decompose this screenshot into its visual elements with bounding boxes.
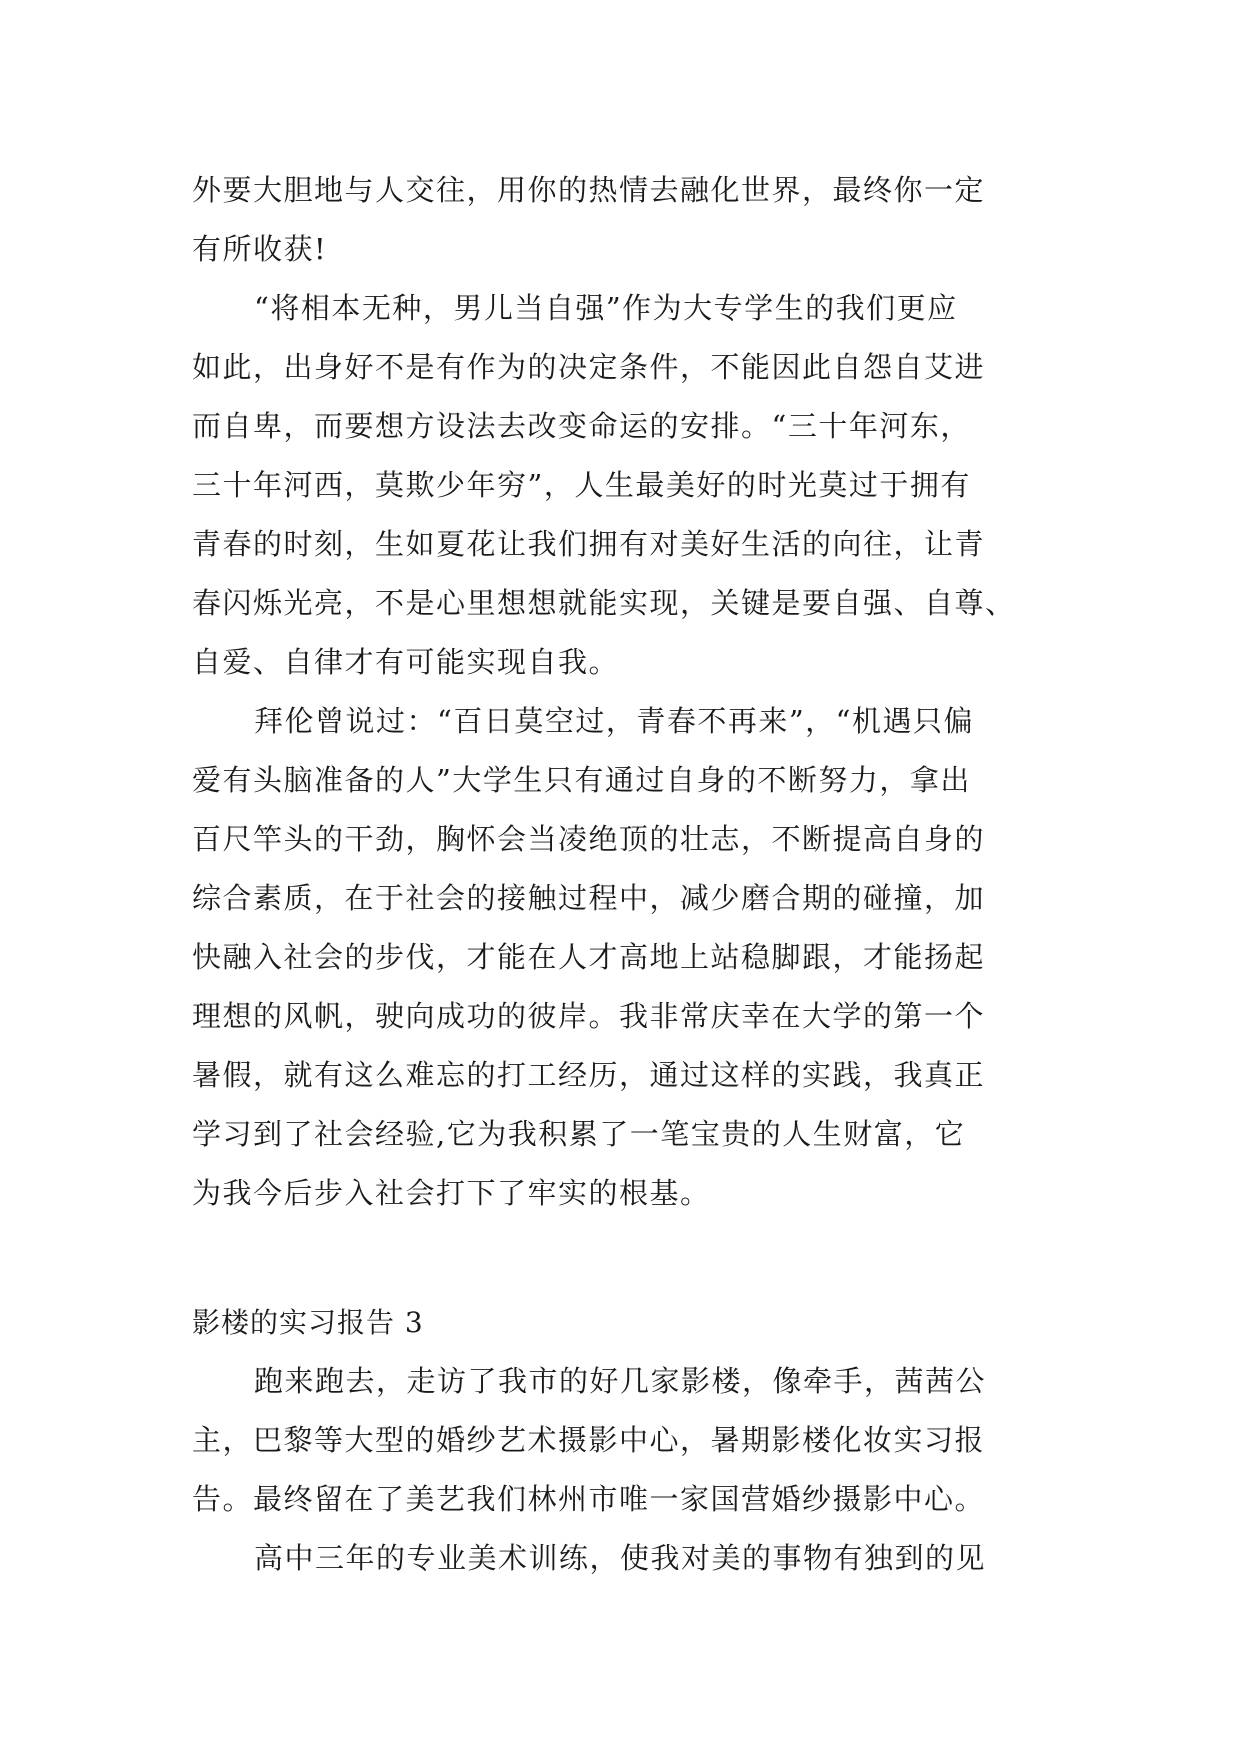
paragraph-line: 爱有头脑准备的人”大学生只有通过自身的不断努力，拿出 bbox=[192, 763, 971, 797]
paragraph-line: 为我今后步入社会打下了牢实的根基。 bbox=[192, 1176, 711, 1210]
paragraph-line: 外要大胆地与人交往，用你的热情去融化世界，最终你一定 bbox=[192, 173, 986, 207]
paragraph-line: 三十年河西，莫欺少年穷”，人生最美好的时光莫过于拥有 bbox=[192, 468, 971, 502]
paragraph-line: 学习到了社会经验,它为我积累了一笔宝贵的人生财富，它 bbox=[192, 1117, 966, 1151]
paragraph-line: 主，巴黎等大型的婚纱艺术摄影中心，暑期影楼化妆实习报 bbox=[192, 1423, 986, 1457]
paragraph-line: 高中三年的专业美术训练，使我对美的事物有独到的见 bbox=[254, 1541, 987, 1575]
section-title: 影楼的实习报告 3 bbox=[192, 1306, 424, 1339]
paragraph-line: 如此，出身好不是有作为的决定条件，不能因此自怨自艾进 bbox=[192, 350, 986, 384]
paragraph-line: 拜伦曾说过：“百日莫空过，青春不再来”，“机遇只偏 bbox=[254, 704, 974, 738]
paragraph-line: 而自卑，而要想方设法去改变命运的安排。“三十年河东， bbox=[192, 409, 971, 443]
paragraph-line: 百尺竿头的干劲，胸怀会当凌绝顶的壮志，不断提高自身的 bbox=[192, 822, 986, 856]
paragraph-line: 跑来跑去，走访了我市的好几家影楼，像牵手，茜茜公 bbox=[254, 1364, 987, 1398]
section-gap bbox=[192, 1223, 1072, 1293]
paragraph-line: “将相本无种，男儿当自强”作为大专学生的我们更应 bbox=[254, 291, 958, 325]
paragraph-line: 自爱、自律才有可能实现自我。 bbox=[192, 645, 620, 679]
paragraph-line: 快融入社会的步伐，才能在人才高地上站稳脚跟，才能扬起 bbox=[192, 940, 986, 974]
paragraph-line: 春闪烁光亮，不是心里想想就能实现，关键是要自强、自尊、 bbox=[192, 586, 1016, 620]
paragraph-line: 告。最终留在了美艺我们林州市唯一家国营婚纱摄影中心。 bbox=[192, 1482, 986, 1516]
paragraph-line: 有所收获! bbox=[192, 232, 328, 266]
paragraph-line: 理想的风帆，驶向成功的彼岸。我非常庆幸在大学的第一个 bbox=[192, 999, 986, 1033]
document-body bbox=[192, 161, 1072, 1588]
paragraph-line: 综合素质，在于社会的接触过程中，减少磨合期的碰撞，加 bbox=[192, 881, 986, 915]
paragraph-line: 暑假，就有这么难忘的打工经历，通过这样的实践，我真正 bbox=[192, 1058, 986, 1092]
paragraph-line: 青春的时刻，生如夏花让我们拥有对美好生活的向往，让青 bbox=[192, 527, 986, 561]
